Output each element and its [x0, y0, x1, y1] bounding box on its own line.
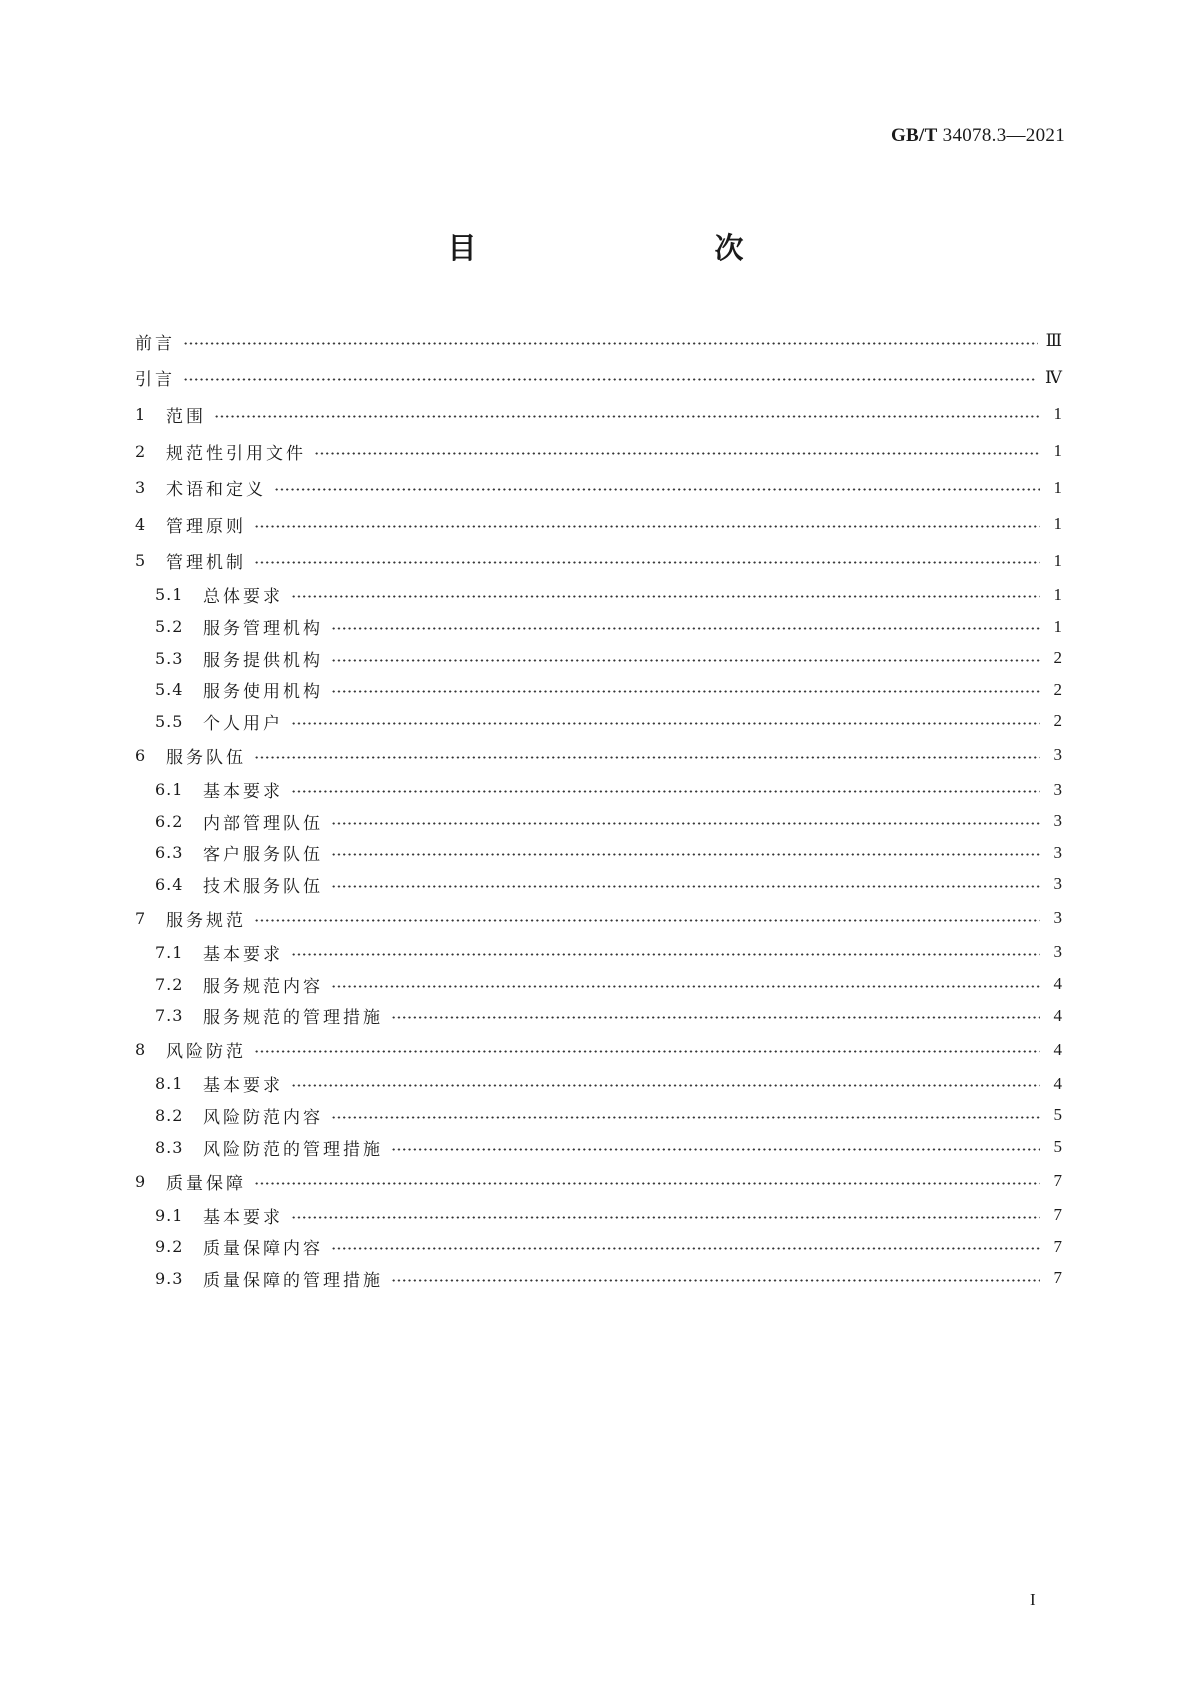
toc-entry-number: 7	[135, 908, 146, 928]
toc-entry-number: 6.4	[155, 874, 184, 894]
page-number: I	[1030, 1590, 1036, 1609]
toc-entry-page: 3	[1053, 942, 1062, 962]
toc-entry-page: 2	[1053, 679, 1062, 699]
toc-entry-title: 服务使用机构	[203, 682, 323, 703]
toc-entry-title: 技术服务队伍	[203, 876, 323, 897]
dot-leader	[183, 342, 1038, 345]
toc-entry-page: 1	[1053, 584, 1062, 604]
toc-entry-number: 6	[135, 745, 146, 765]
toc-entry-page: 7	[1053, 1236, 1062, 1256]
toc-entry-title: 总体要求	[203, 587, 283, 608]
toc-entry-page: 3	[1053, 842, 1062, 862]
toc-entry-number: 9.1	[155, 1205, 184, 1225]
toc-entry-title: 服务规范的管理措施	[203, 1008, 383, 1029]
toc-entry[interactable]	[135, 1100, 1062, 1132]
toc-entry[interactable]	[135, 837, 1062, 869]
toc-entry[interactable]	[135, 1263, 1062, 1295]
toc-entry[interactable]	[135, 805, 1062, 837]
toc-entry-number: 5	[135, 551, 146, 571]
toc-entry-title: 服务队伍	[166, 747, 246, 768]
toc-entry[interactable]	[135, 469, 1062, 506]
toc-entry-page: 3	[1053, 908, 1062, 928]
toc-entry-title: 前言	[135, 333, 175, 354]
toc-entry-title: 质量保障的管理措施	[203, 1270, 383, 1291]
toc-entry-page: 1	[1053, 514, 1062, 534]
toc-entry-page: 7	[1053, 1205, 1062, 1225]
toc-entry-page: 4	[1053, 1039, 1062, 1059]
toc-entry-page: 1	[1053, 404, 1062, 424]
toc-entry-page: 1	[1053, 616, 1062, 636]
toc-entry[interactable]	[135, 323, 1062, 360]
dot-leader	[314, 452, 1040, 455]
dot-leader	[291, 595, 1040, 598]
dot-leader	[183, 378, 1037, 381]
dot-leader	[254, 561, 1040, 564]
toc-entry-title: 范围	[166, 406, 206, 427]
dot-leader	[391, 1148, 1040, 1151]
toc-entry-page: 4	[1053, 974, 1062, 994]
toc-entry[interactable]	[135, 737, 1062, 774]
toc-entry-title: 质量保障内容	[203, 1239, 323, 1260]
toc-entry-number: 7.2	[155, 974, 184, 994]
toc-entry-title: 客户服务队伍	[203, 845, 323, 866]
dot-leader	[291, 790, 1040, 793]
dot-leader	[331, 690, 1040, 693]
toc-entry-number: 8.2	[155, 1105, 184, 1125]
dot-leader	[291, 722, 1040, 725]
toc-entry-page: 1	[1053, 477, 1062, 497]
dot-leader	[391, 1279, 1040, 1282]
toc-entry-title: 个人用户	[203, 713, 283, 734]
toc-entry[interactable]	[135, 1231, 1062, 1263]
toc-entry-page: Ⅳ	[1045, 367, 1062, 387]
toc-entry-title: 质量保障	[166, 1173, 246, 1194]
toc-entry-number: 9.2	[155, 1237, 184, 1257]
toc-entry-page: 5	[1053, 1137, 1062, 1157]
standard-code	[891, 125, 1065, 147]
toc-entry[interactable]	[135, 506, 1062, 543]
toc-entry-number: 6.2	[155, 811, 184, 831]
toc-entry-title: 管理机制	[166, 553, 246, 574]
toc-entry[interactable]	[135, 579, 1062, 611]
toc-entry-title: 基本要求	[203, 1207, 283, 1228]
toc-entry-page: 3	[1053, 779, 1062, 799]
toc-entry[interactable]	[135, 611, 1062, 643]
dot-leader	[254, 756, 1040, 759]
toc-entry[interactable]	[135, 774, 1062, 806]
toc-entry-number: 4	[135, 514, 146, 534]
toc-entry-title: 服务规范	[166, 910, 246, 931]
toc-entry-page: 4	[1053, 1073, 1062, 1093]
toc-entry-page: 4	[1053, 1005, 1062, 1025]
toc-entry-page: 2	[1053, 711, 1062, 731]
toc-entry-title: 术语和定义	[166, 480, 266, 501]
toc-entry-title: 规范性引用文件	[166, 443, 306, 464]
dot-leader	[291, 953, 1040, 956]
toc-entry-page: 3	[1053, 745, 1062, 765]
toc-entry-title: 管理原则	[166, 516, 246, 537]
toc-entry-title: 服务提供机构	[203, 650, 323, 671]
toc-entry-title: 内部管理队伍	[203, 813, 323, 834]
standard-number: 34078.3—2021	[942, 125, 1065, 146]
toc-entry-number: 5.4	[155, 680, 184, 700]
toc-entry-page: 1	[1053, 550, 1062, 570]
toc-entry-page: 7	[1053, 1171, 1062, 1191]
toc-entry-number: 6.1	[155, 780, 184, 800]
toc-entry-number: 5.3	[155, 648, 184, 668]
dot-leader	[331, 885, 1040, 888]
dot-leader	[291, 1216, 1040, 1219]
standard-prefix: GB/T	[890, 125, 938, 146]
toc-entry[interactable]	[135, 396, 1062, 433]
toc-entry[interactable]	[135, 968, 1062, 1000]
toc-entry-number: 7.1	[155, 942, 184, 962]
dot-leader	[391, 1016, 1040, 1019]
toc-entry-number: 5.2	[155, 617, 184, 637]
toc-entry-page: 3	[1053, 811, 1062, 831]
toc-entry[interactable]	[135, 1000, 1062, 1032]
toc-entry[interactable]	[135, 1199, 1062, 1231]
toc-entry-number: 3	[135, 478, 146, 498]
toc-entry[interactable]	[135, 1163, 1062, 1200]
toc-entry-number: 7.3	[155, 1006, 184, 1026]
toc-entry-number: 9	[135, 1171, 146, 1191]
toc-entry-number: 2	[135, 441, 146, 461]
dot-leader	[254, 1050, 1040, 1053]
toc-entry[interactable]	[135, 900, 1062, 937]
toc-entry[interactable]	[135, 869, 1062, 901]
toc-entry-title: 风险防范的管理措施	[203, 1139, 383, 1160]
table-of-contents	[135, 323, 1062, 1294]
toc-entry-title: 服务管理机构	[203, 619, 323, 640]
toc-entry-number: 8	[135, 1040, 146, 1060]
toc-entry-page: 5	[1053, 1105, 1062, 1125]
dot-leader	[331, 822, 1040, 825]
toc-entry-number: 1	[135, 404, 146, 424]
toc-entry-number: 8.1	[155, 1074, 184, 1094]
dot-leader	[254, 1182, 1040, 1185]
dot-leader	[331, 1247, 1040, 1250]
toc-entry-title: 风险防范内容	[203, 1107, 323, 1128]
toc-entry-page: 2	[1053, 648, 1062, 668]
toc-entry-page: 3	[1053, 874, 1062, 894]
toc-entry-title: 风险防范	[166, 1042, 246, 1063]
dot-leader	[214, 415, 1040, 418]
toc-entry-title: 基本要求	[203, 782, 283, 803]
dot-leader	[331, 985, 1040, 988]
dot-leader	[331, 627, 1040, 630]
toc-entry-title: 服务规范内容	[203, 976, 323, 997]
toc-entry[interactable]	[135, 1031, 1062, 1068]
toc-entry[interactable]	[135, 433, 1062, 470]
dot-leader	[254, 919, 1040, 922]
toc-entry-number: 5.1	[155, 585, 184, 605]
toc-title: 目 次	[447, 231, 804, 265]
toc-entry-number: 6.3	[155, 843, 184, 863]
dot-leader	[331, 853, 1040, 856]
toc-entry-number: 9.3	[155, 1268, 184, 1288]
toc-entry[interactable]	[135, 1131, 1062, 1163]
toc-entry[interactable]	[135, 543, 1062, 580]
toc-entry[interactable]	[135, 674, 1062, 706]
toc-entry-title: 引言	[135, 370, 175, 391]
toc-entry-title: 基本要求	[203, 944, 283, 965]
toc-entry-page: 1	[1053, 441, 1062, 461]
dot-leader	[331, 659, 1040, 662]
toc-entry[interactable]	[135, 642, 1062, 674]
dot-leader	[254, 525, 1040, 528]
toc-entry-number: 5.5	[155, 711, 184, 731]
toc-entry-number: 8.3	[155, 1137, 184, 1157]
dot-leader	[331, 1116, 1040, 1119]
dot-leader	[274, 488, 1040, 491]
toc-entry[interactable]	[135, 1068, 1062, 1100]
toc-entry-title: 基本要求	[203, 1076, 283, 1097]
toc-entry-page: 7	[1053, 1268, 1062, 1288]
toc-entry[interactable]	[135, 937, 1062, 969]
toc-entry[interactable]	[135, 360, 1062, 397]
toc-entry-page: Ⅲ	[1045, 331, 1062, 351]
toc-entry[interactable]	[135, 706, 1062, 738]
dot-leader	[291, 1084, 1040, 1087]
